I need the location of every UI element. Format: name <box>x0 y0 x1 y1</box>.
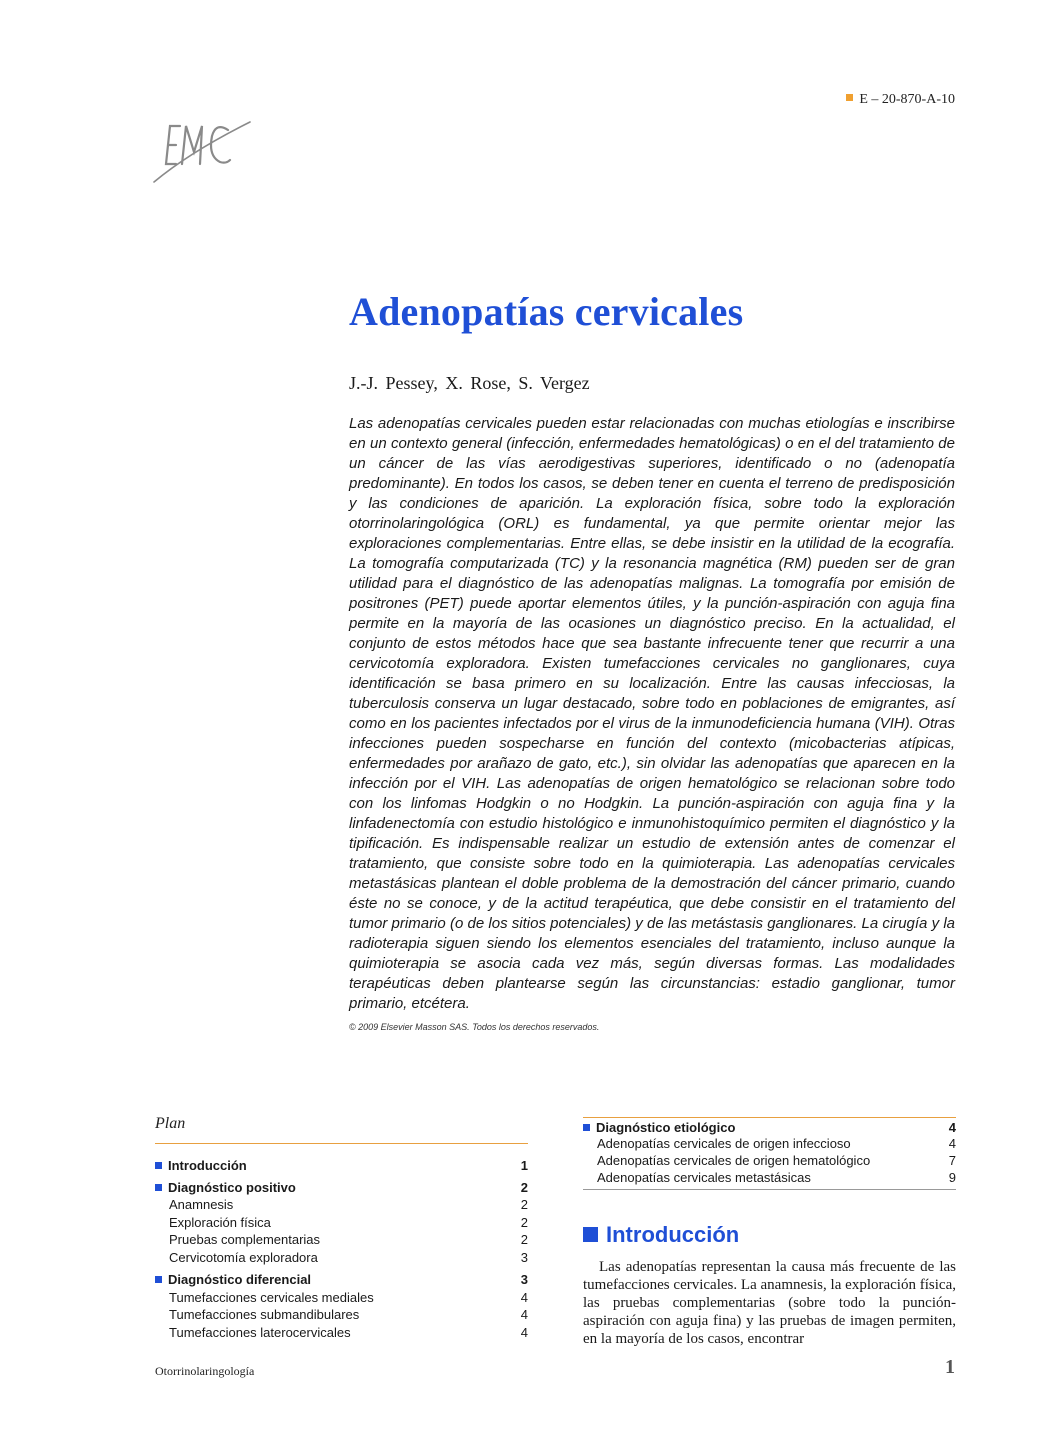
toc-entry-page: 3 <box>520 1272 528 1287</box>
toc-entry-label: Cervicotomía exploradora <box>169 1250 318 1265</box>
section-heading-introduccion: Introducción <box>583 1222 739 1248</box>
toc-entry-label: Tumefacciones cervicales mediales <box>169 1290 374 1305</box>
footer-journal-name: Otorrinolaringología <box>155 1364 255 1378</box>
section-bullet-icon <box>583 1227 598 1242</box>
toc-entry-page: 4 <box>948 1120 956 1135</box>
toc-entry-page: 7 <box>948 1153 956 1168</box>
copyright-notice: © 2009 Elsevier Masson SAS. Todos los derechos reservados. <box>349 1022 600 1032</box>
toc-entry-page: 4 <box>520 1325 528 1340</box>
reference-marker-icon <box>846 94 853 101</box>
toc-entry[interactable] <box>155 1231 528 1248</box>
toc-entry-page: 2 <box>520 1215 528 1230</box>
toc-bullet-icon <box>583 1124 590 1131</box>
toc-entry-label: Introducción <box>168 1158 247 1173</box>
toc-bullet-icon <box>155 1184 162 1191</box>
toc-entry-page: 4 <box>520 1307 528 1322</box>
toc-entry-page: 4 <box>948 1136 956 1151</box>
toc-entry-label: Diagnóstico positivo <box>168 1180 296 1195</box>
toc-entry[interactable] <box>155 1271 528 1288</box>
toc-entry-label: Diagnóstico diferencial <box>168 1272 312 1287</box>
footer-page-number: 1 <box>945 1356 955 1378</box>
document-reference: E – 20-870-A-10 <box>846 92 955 108</box>
toc-entry-page: 3 <box>520 1250 528 1265</box>
toc-entry-label: Diagnóstico etiológico <box>596 1120 736 1135</box>
toc-entry-page: 2 <box>520 1180 528 1195</box>
article-abstract: Las adenopatías cervicales pueden estar relacionadas con muchas etiologías e inscribirse en un contexto general (infección, enfermedades hematológicas) o en el del tratamiento de un cáncer de las vías aerodigestivas superiores, identificado o no (adenopatía predominante). En todos los casos, se deben tener en cuenta el terreno de predisposición y las condiciones de aparición. La exploración física, sobre todo la exploración otorrinolaringológica (ORL) es fundamental, ya que permite orientar mejor las exploraciones complementarias. Entre ellas, se debe insistir en la utilidad de la ecografía. La tomografía computarizada (TC) y la resonancia magnética (RM) pueden ser de gran utilidad para el diagnóstico de las adenopatías malignas. La tomografía por emisión de positrones (PET) puede aportar elementos útiles, y la punción-aspiración con aguja fina permite en la mayoría de las ocasiones un diagnóstico preciso. En la actualidad, el conjunto de estos métodos hace que sea bastante infrecuente tener que recurrir a una cervicotomía exploradora. Existen tumefacciones cervicales no ganglionares, cuya identificación se basa primero en su localización. Entre las causas infecciosas, la tuberculosis conserva un lugar destacado, sobre todo en poblaciones de emigrantes, así como en los pacientes infectados por el virus de la inmunodeficiencia humana (VIH). Otras infecciones pueden sospecharse en función del contexto (micobacterias atípicas, enfermedades por arañazo de gato, etc.), sin olvidar las adenopatías que aparecen en la infección por el VIH. Las adenopatías de origen hematológico se relacionan sobre todo con los linfomas Hodgkin o no Hodgkin. La punción-aspiración con aguja fina y la linfadenectomía con estudio histológico e inmunohistoquímico permiten el diagnóstico y la tipificación. Es indispensable realizar un estudio de extensión antes de comenzar el tratamiento, que consiste sobre todo en la quimioterapia. Las adenopatías cervicales metastásicas plantean el doble problema de la demostración del cáncer primario, cuando éste no se conoce, y de la actitud terapéutica, que debe consistir en el tratamiento del tumor primario (o de los sitios potenciales) y de las metástasis ganglionares. La cirugía y la radioterapia siguen siendo los elementos esenciales del tratamiento, incluso aunque la quimioterapia se asocia cada vez más, según diversas formas. Las modalidades terapéuticas deben plantearse según las circunstancias: estadio ganglionar, tumor primario, etcétera. <box>349 415 955 1012</box>
toc-entry[interactable] <box>155 1157 528 1174</box>
toc-entry[interactable] <box>155 1324 528 1341</box>
toc-entry-page: 1 <box>520 1158 528 1173</box>
toc-entry[interactable] <box>155 1289 528 1306</box>
toc-entry[interactable] <box>155 1196 528 1213</box>
toc-entry[interactable] <box>583 1169 956 1186</box>
plan-divider <box>155 1143 528 1144</box>
toc-entry[interactable] <box>583 1152 956 1169</box>
toc-entry[interactable] <box>155 1214 528 1231</box>
plan-right-top-divider <box>583 1117 956 1118</box>
article-authors: J.-J. Pessey, X. Rose, S. Vergez <box>349 373 590 393</box>
article-title: Adenopatías cervicales <box>349 289 744 334</box>
toc-entry-label: Anamnesis <box>169 1197 234 1212</box>
toc-entry-page: 2 <box>520 1197 528 1212</box>
introduction-paragraph: Las adenopatías representan la causa más frecuente de las tumefacciones cervicales. La anamnesis, la exploración física, las pruebas complementarias (sobre todo la punción-aspiración con aguja fina) y las pruebas de imagen permiten, en la mayoría de los casos, encontrar <box>583 1259 956 1347</box>
plan-title: Plan <box>155 1115 186 1132</box>
toc-entry-label: Tumefacciones laterocervicales <box>169 1325 351 1340</box>
toc-entry-label: Pruebas complementarias <box>169 1232 321 1247</box>
plan-right-bottom-divider <box>583 1189 956 1190</box>
toc-entry-page: 2 <box>520 1232 528 1247</box>
toc-entry[interactable] <box>583 1135 956 1152</box>
toc-entry[interactable] <box>583 1119 956 1136</box>
toc-bullet-icon <box>155 1276 162 1283</box>
toc-entry-label: Adenopatías cervicales metastásicas <box>597 1170 811 1185</box>
toc-entry-label: Adenopatías cervicales de origen hematológico <box>597 1153 871 1168</box>
emc-logo <box>150 112 260 188</box>
toc-entry[interactable] <box>155 1249 528 1266</box>
toc-entry-page: 9 <box>948 1170 956 1185</box>
toc-entry[interactable] <box>155 1306 528 1323</box>
toc-entry-label: Adenopatías cervicales de origen infeccioso <box>597 1136 851 1151</box>
toc-entry[interactable] <box>155 1179 528 1196</box>
toc-entry-page: 4 <box>520 1290 528 1305</box>
toc-bullet-icon <box>155 1162 162 1169</box>
toc-entry-label: Exploración física <box>169 1215 271 1230</box>
toc-entry-label: Tumefacciones submandibulares <box>169 1307 360 1322</box>
